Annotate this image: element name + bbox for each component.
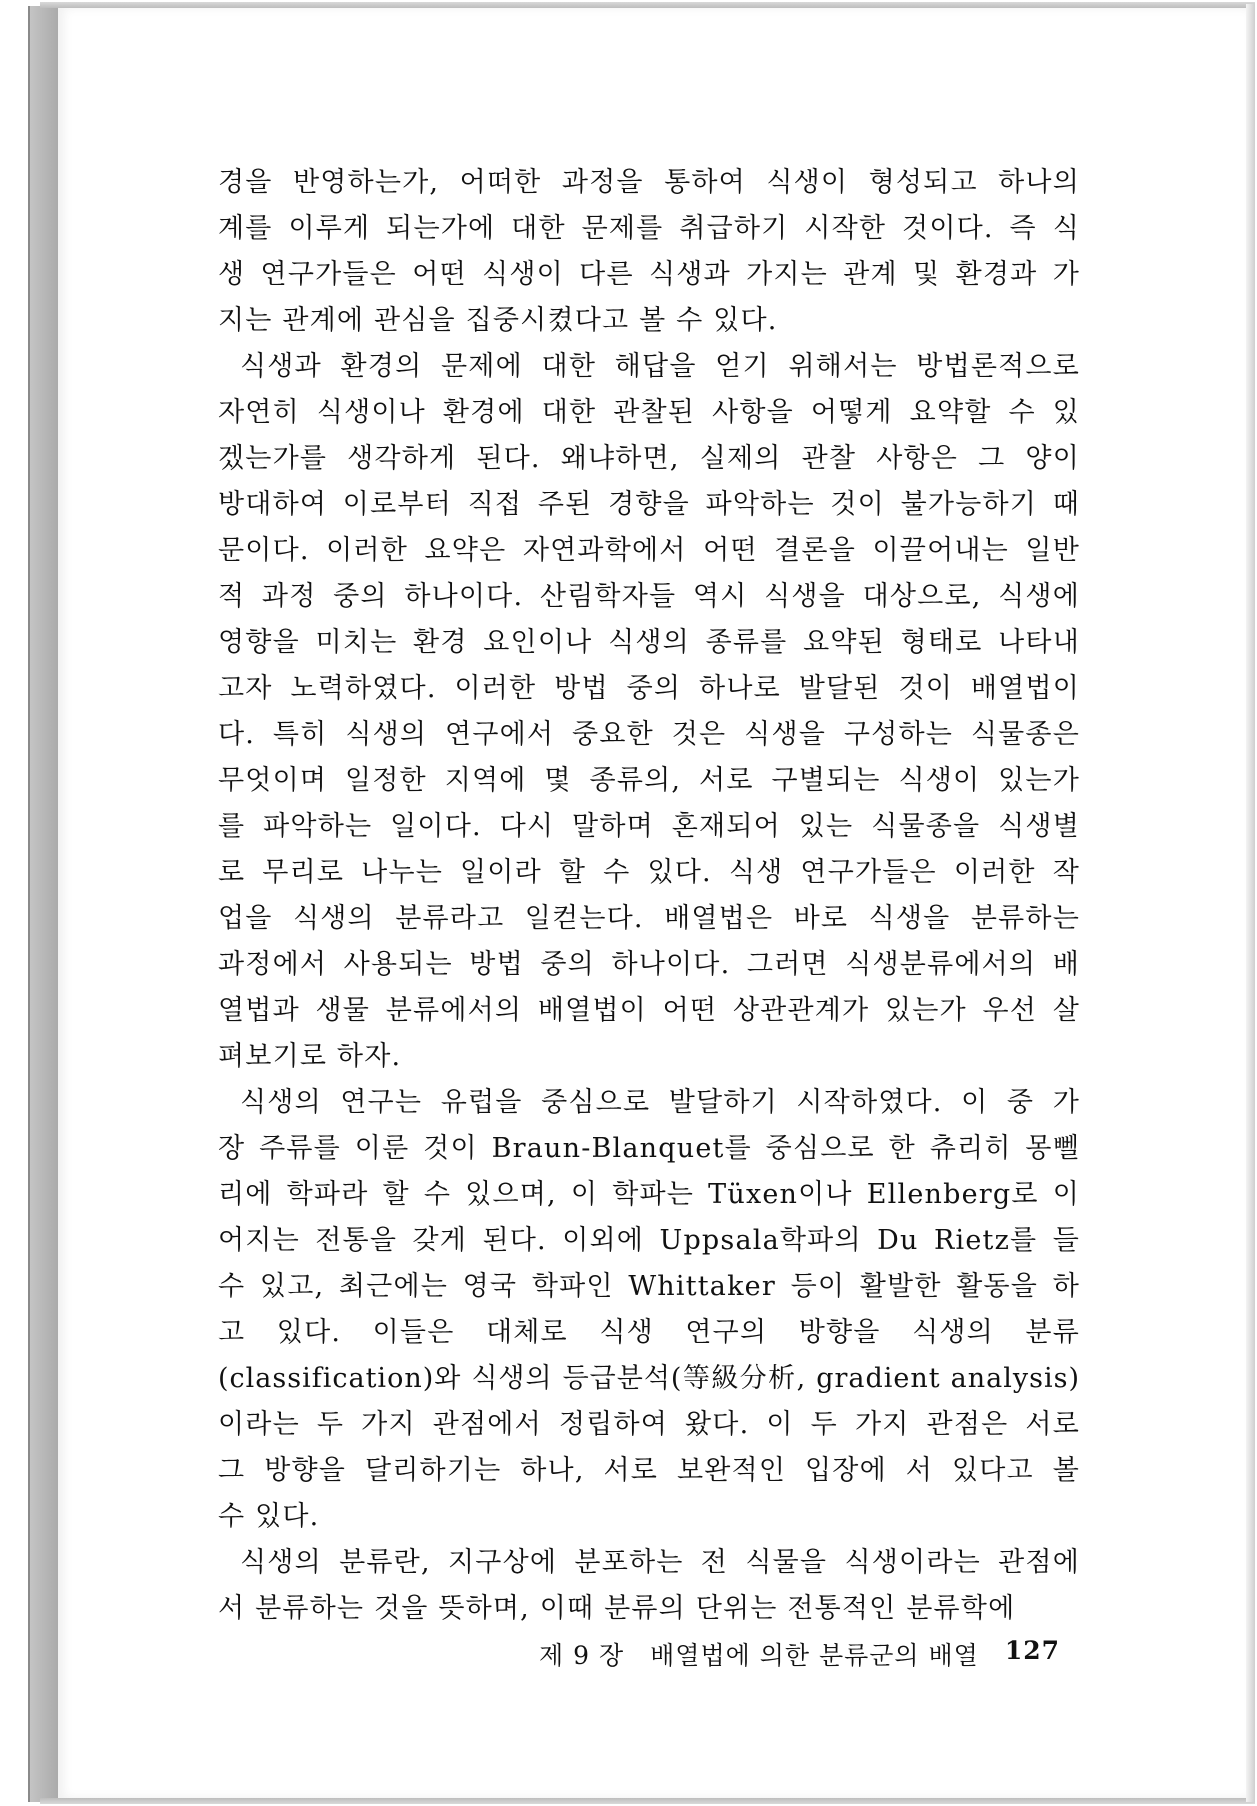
text-line: 그 방향을 달리하기는 하나, 서로 보완적인 입장에 서 있다고 볼 xyxy=(218,1455,1080,1486)
book-right-edge xyxy=(1246,4,1255,1802)
text-line: 수 있다. xyxy=(218,1501,320,1532)
paragraph xyxy=(218,1540,1080,1632)
text-line: 영향을 미치는 환경 요인이나 식생의 종류를 요약된 형태로 나타내 xyxy=(218,627,1080,658)
text-line: 식생의 연구는 유럽을 중심으로 발달하기 시작하였다. 이 중 가 xyxy=(240,1087,1080,1118)
text-line: 리에 학파라 할 수 있으며, 이 학파는 Tüxen이나 Ellenberg로 이 xyxy=(218,1179,1080,1210)
text-line: 과정에서 사용되는 방법 중의 하나이다. 그러면 식생분류에서의 배 xyxy=(218,949,1080,980)
text-line: 생 연구가들은 어떤 식생이 다른 식생과 가지는 관계 및 환경과 가 xyxy=(218,259,1080,290)
text-line: 적 과정 중의 하나이다. 산림학자들 역시 식생을 대상으로, 식생에 xyxy=(218,581,1080,612)
text-line: 경을 반영하는가, 어떠한 과정을 통하여 식생이 형성되고 하나의 xyxy=(218,167,1080,198)
book-spine-edge xyxy=(28,6,60,1802)
text-line: 수 있고, 최근에는 영국 학파인 Whittaker 등이 활발한 활동을 하 xyxy=(218,1271,1080,1302)
text-line: 자연히 식생이나 환경에 대한 관찰된 사항을 어떻게 요약할 수 있 xyxy=(218,397,1080,428)
chapter-title: 배열법에 의한 분류군의 배열 xyxy=(650,1641,979,1670)
text-line: 이라는 두 가지 관점에서 정립하여 왔다. 이 두 가지 관점은 서로 xyxy=(218,1409,1080,1440)
paragraph xyxy=(218,1080,1080,1540)
body-text xyxy=(218,160,1080,1632)
chapter-label: 제 9 장 xyxy=(539,1641,625,1670)
text-line: 문이다. 이러한 요약은 자연과학에서 어떤 결론을 이끌어내는 일반 xyxy=(218,535,1080,566)
text-line: 겠는가를 생각하게 된다. 왜냐하면, 실제의 관찰 사항은 그 양이 xyxy=(218,443,1080,474)
text-line: 식생의 분류란, 지구상에 분포하는 전 식물을 식생이라는 관점에 xyxy=(240,1547,1080,1578)
paragraph xyxy=(218,160,1080,344)
text-line: 지는 관계에 관심을 집중시켰다고 볼 수 있다. xyxy=(218,305,778,336)
text-line: 로 무리로 나누는 일이라 할 수 있다. 식생 연구가들은 이러한 작 xyxy=(218,857,1080,888)
page-number: 127 xyxy=(1004,1636,1060,1665)
text-line: 어지는 전통을 갖게 된다. 이외에 Uppsala학파의 Du Rietz를 들 xyxy=(218,1225,1080,1256)
text-line: 업을 식생의 분류라고 일컫는다. 배열법은 바로 식생을 분류하는 xyxy=(218,903,1080,934)
paragraph xyxy=(218,344,1080,1080)
text-line: 펴보기로 하자. xyxy=(218,1041,402,1072)
text-line: 장 주류를 이룬 것이 Braun-Blanquet를 중심으로 한 츄리히 몽뻴 xyxy=(218,1133,1080,1164)
text-line: 식생과 환경의 문제에 대한 해답을 얻기 위해서는 방법론적으로 xyxy=(240,351,1080,382)
text-line: 다. 특히 식생의 연구에서 중요한 것은 식생을 구성하는 식물종은 xyxy=(218,719,1080,750)
text-line: 방대하여 이로부터 직접 주된 경향을 파악하는 것이 불가능하기 때 xyxy=(218,489,1080,520)
text-line: 계를 이루게 되는가에 대한 문제를 취급하기 시작한 것이다. 즉 식 xyxy=(218,213,1080,244)
book-bottom-edge xyxy=(40,1798,1255,1804)
text-line: 를 파악하는 일이다. 다시 말하며 혼재되어 있는 식물종을 식생별 xyxy=(218,811,1080,842)
text-line: 고 있다. 이들은 대체로 식생 연구의 방향을 식생의 분류 xyxy=(218,1317,1080,1348)
text-line: 무엇이며 일정한 지역에 몇 종류의, 서로 구별되는 식생이 있는가 xyxy=(218,765,1080,796)
text-line: (classification)와 식생의 등급분석(等級分析, gradient analysis) xyxy=(218,1363,1080,1394)
text-line: 서 분류하는 것을 뜻하며, 이때 분류의 단위는 전통적인 분류학에 xyxy=(218,1593,1016,1624)
page-footer xyxy=(540,1636,1060,1672)
text-line: 고자 노력하였다. 이러한 방법 중의 하나로 발달된 것이 배열법이 xyxy=(218,673,1080,704)
text-line: 열법과 생물 분류에서의 배열법이 어떤 상관관계가 있는가 우선 살 xyxy=(218,995,1080,1026)
